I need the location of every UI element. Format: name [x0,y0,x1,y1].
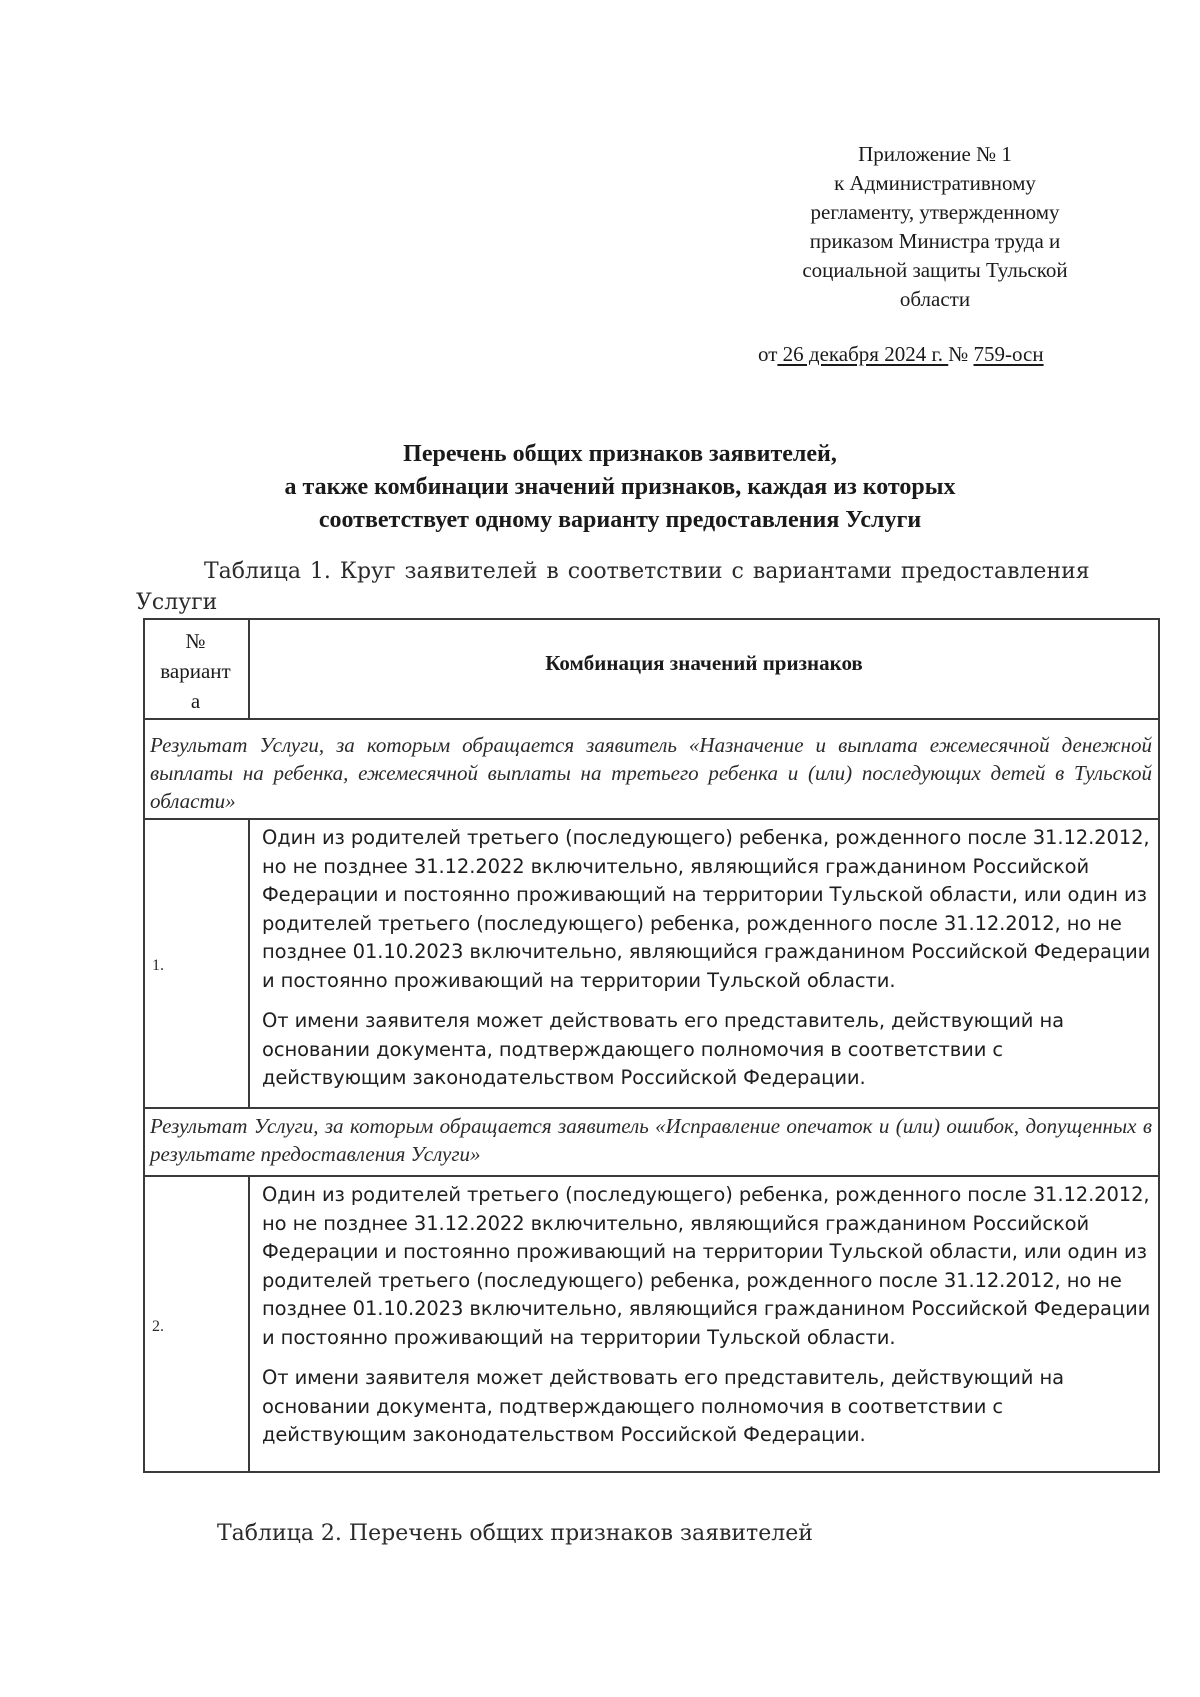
header-line: вариант [160,659,231,683]
order-reference [758,340,1044,369]
table-row-divider [143,1175,1160,1177]
appendix-line: к Административному [834,171,1036,195]
appendix-line: регламенту, утвержденному [810,200,1060,224]
header-line: № [185,629,206,653]
header-line: а [190,689,201,713]
table-column-divider [248,818,250,1107]
table-border-top [143,618,1160,620]
table-border-bottom [143,1471,1160,1473]
document-title [160,438,1080,537]
result-row: Результат Услуги, за которым обращается заявитель «Назначение и выплата ежемесячной денежной выплаты на ребенка, ежемесячной выплаты на третьего ребенка и (или) последующих детей в Тульской области» [150,733,1152,813]
appendix-heading [770,140,1100,314]
appendix-line: области [899,287,971,311]
variant-number: 2. [152,1318,164,1335]
header-combination: Комбинация значений признаков [545,651,863,675]
title-line: а также комбинации значений признаков, каждая из которых [284,474,956,500]
result-row: Результат Услуги, за которым обращается заявитель «Исправление опечаток и (или) ошибок, допущенных в результате предоставления Услуги» [150,1114,1152,1166]
variant-paragraph: Один из родителей третьего (последующего) ребенка, рожденного после 31.12.2012, но не позднее 31.12.2022 включительно, являющийся гражданином Российской Федерации и постоянно проживающий на территории Тульской области, или один из родителей третьего (последующего) ребенка, рожденного после 31.12.2012, но не позднее 01.10.2023 включительно, являющийся гражданином Российской Федерации и постоянно проживающий на территории Тульской области. [262,1183,1151,1349]
variant-description [262,1181,1152,1462]
variant-description [262,824,1152,1105]
appendix-line: приказом Министра труда и [809,229,1061,253]
variant-paragraph: От имени заявителя может действовать его представитель, действующий на основании документа, подтверждающего полномочия в соответствии с действующим законодательством Российской Федерации. [262,1009,1064,1089]
appendix-line: социальной защиты Тульской [802,258,1068,282]
table-row-divider [143,818,1160,820]
variant-paragraph: От имени заявителя может действовать его представитель, действующий на основании документа, подтверждающего полномочия в соответствии с действующим законодательством Российской Федерации. [262,1366,1064,1446]
table-column-divider [248,1175,250,1473]
table2-caption: Таблица 2. Перечень общих признаков заявителей [217,1521,813,1546]
order-prefix: от [758,342,778,366]
title-line: Перечень общих признаков заявителей, [403,441,837,467]
header-variant-number [143,626,248,716]
variant-number: 1. [152,957,164,974]
title-line: соответствует одному варианту предоставления Услуги [318,507,922,533]
table-border-left [143,618,145,1473]
order-number-sign: № [948,342,974,366]
table-row-divider [143,1107,1160,1109]
appendix-line: Приложение № 1 [858,142,1012,166]
table-border-right [1158,618,1160,1473]
table1-caption: Таблица 1. Круг заявителей в соответствии с вариантами предоставления Услуги [136,559,1090,615]
order-number: 759-осн [973,342,1044,366]
table-row-divider [143,718,1160,720]
variant-paragraph: Один из родителей третьего (последующего) ребенка, рожденного после 31.12.2012, но не позднее 31.12.2022 включительно, являющийся гражданином Российской Федерации и постоянно проживающий на территории Тульской области, или один из родителей третьего (последующего) ребенка, рожденного после 31.12.2012, но не позднее 01.10.2023 включительно, являющийся гражданином Российской Федерации и постоянно проживающий на территории Тульской области. [262,826,1151,992]
order-date: 26 декабря 2024 г. [777,342,949,366]
